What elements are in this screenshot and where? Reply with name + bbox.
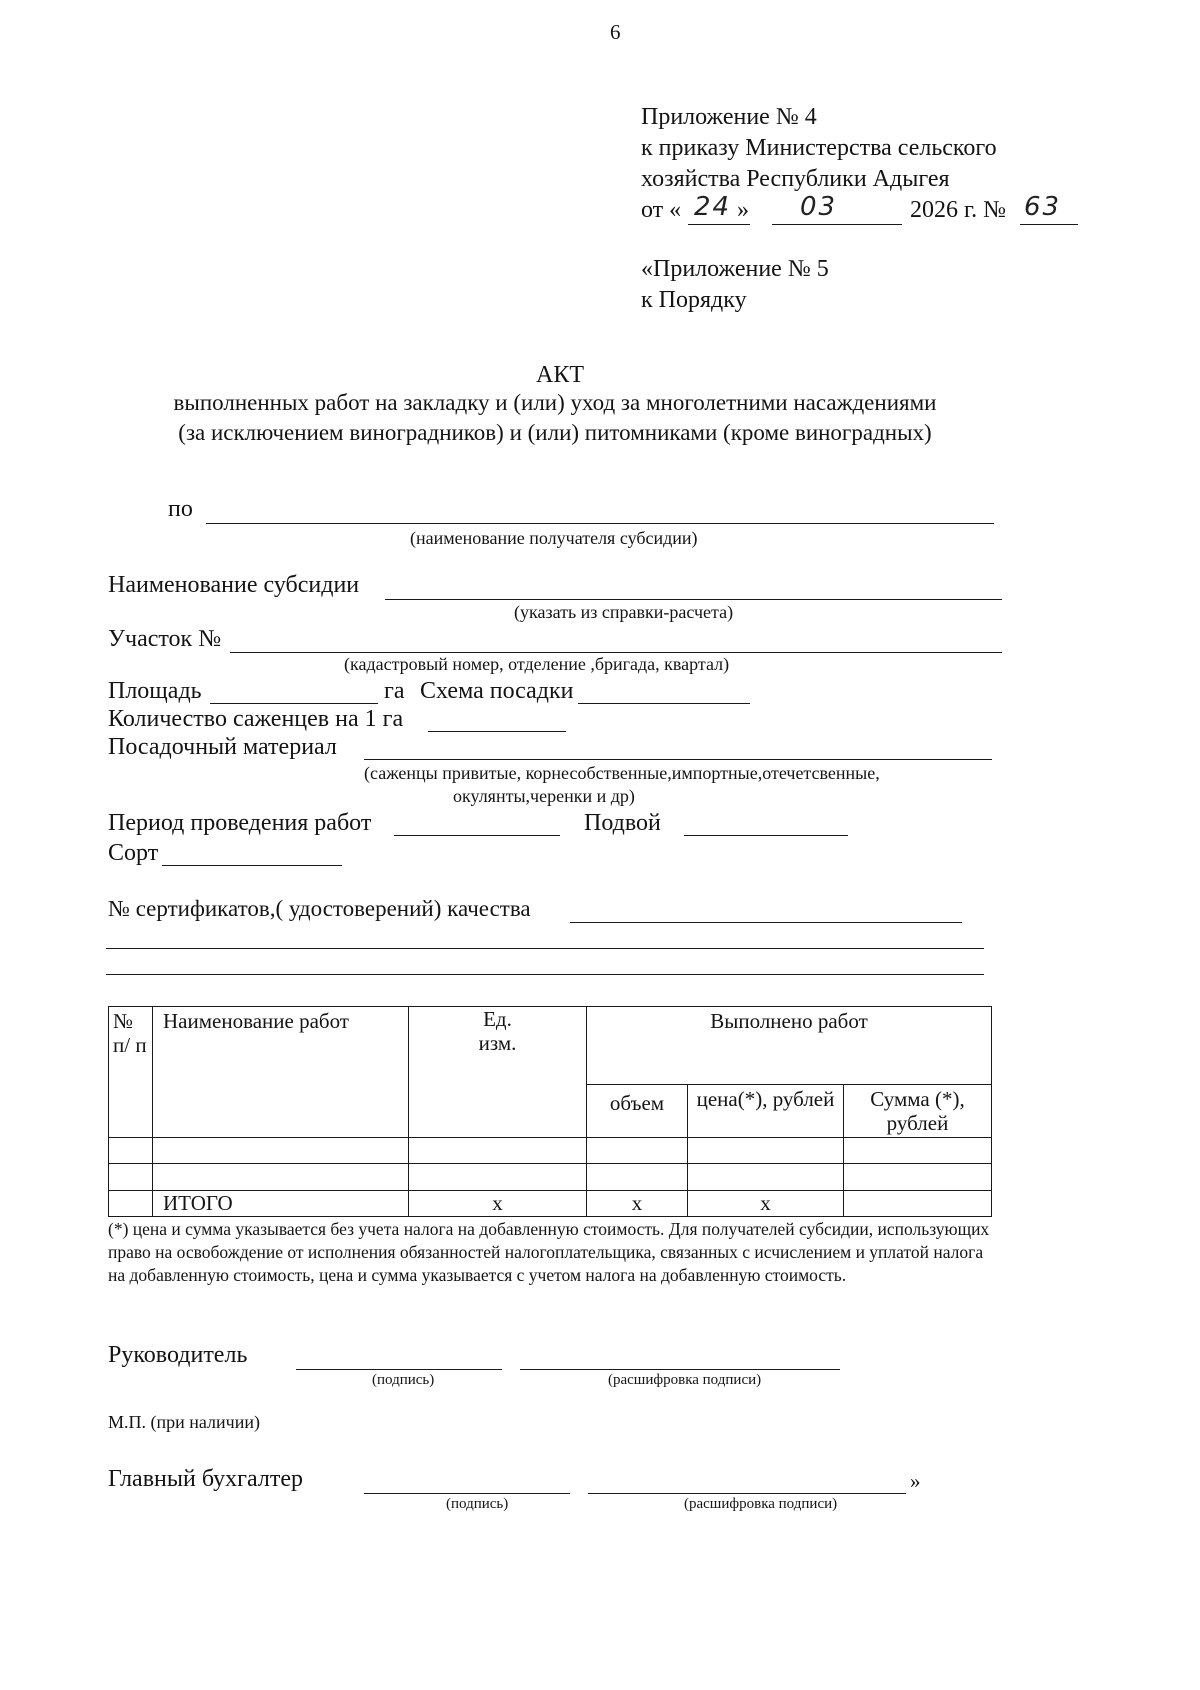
stamp-label: М.П. (при наличии) [108,1412,260,1432]
plot-hint: (кадастровый номер, отделение ,бригада, квартал) [344,654,730,674]
appendix-line-3: хозяйства Республики Адыгея [641,166,950,192]
material-hint-1: (саженцы привитые, корнесобственные,импортные,отечетсвенные, [364,763,880,783]
page-number: 6 [610,20,621,44]
area-unit: га [384,678,405,704]
table-cell[interactable] [109,1138,153,1164]
subsidy-line[interactable] [385,599,1002,600]
scheme-line[interactable] [578,703,750,704]
day-handwritten: 24 [694,192,732,222]
certificates-line[interactable] [570,922,962,923]
table-cell[interactable] [844,1138,992,1164]
recipient-line[interactable] [206,523,994,524]
accountant-sign-hint: (подпись) [446,1496,509,1512]
header-volume: объем [587,1085,688,1138]
total-unit: х [409,1191,587,1217]
accountant-label: Главный бухгалтер [108,1466,303,1492]
accountant-sign-line[interactable] [364,1493,570,1494]
header-unit: Ед. изм. [409,1007,587,1138]
head-sign-hint: (подпись) [372,1372,435,1388]
month-handwritten: 03 [800,192,838,222]
rootstock-label: Подвой [584,810,661,836]
act-heading: АКТ [536,362,584,388]
head-sign-line[interactable] [296,1369,502,1370]
closing-quote: » [910,1469,921,1493]
certificates-label: № сертификатов,( удостоверений) качества [108,896,531,921]
works-table [108,1006,992,1217]
total-sum[interactable] [844,1191,992,1217]
area-label: Площадь [108,678,202,704]
table-cell[interactable] [409,1164,587,1191]
plot-label: Участок № [108,626,222,652]
vat-footnote: (*) цена и сумма указывается без учета налога на добавленную стоимость. Для получателей субсидии, использующих право на освобождение от исполнения обязанностей налогоплательщика, связанных с исчислением и уплатой налога на добавленную стоимость, цена и сумма указывается с учетом налога на добавленную стоимость. [108,1219,990,1285]
head-decode-hint: (расшифровка подписи) [608,1372,762,1388]
appendix-line-1: Приложение № 4 [641,104,817,130]
seedlings-line[interactable] [428,731,566,732]
accountant-decode-hint: (расшифровка подписи) [684,1496,838,1512]
appendix-line-2: к приказу Министерства сельского [641,135,997,161]
po-label: по [168,496,193,522]
year-label: 2026 г. № [910,197,1007,223]
recipient-hint: (наименование получателя субсидии) [410,528,698,548]
plot-line[interactable] [230,652,1002,653]
appendix5-line-1: «Приложение № 5 [641,256,829,282]
table-row[interactable] [109,1164,992,1191]
header-sum: Сумма (*), рублей [844,1085,992,1138]
table-cell[interactable] [409,1138,587,1164]
header-work-name: Наименование работ [153,1007,409,1138]
total-number-cell [109,1191,153,1217]
act-title-line-2: (за исключением виноградников) и (или) питомниками (кроме виноградных) [178,420,932,445]
month-underline [772,224,902,225]
table-cell[interactable] [587,1164,688,1191]
table-cell[interactable] [153,1138,409,1164]
act-title-line-1: выполненных работ на закладку и (или) уход за многолетними насаждениями [173,390,937,415]
material-line[interactable] [364,759,992,760]
appendix5-line-2: к Порядку [641,287,747,313]
number-underline [1020,224,1078,225]
material-hint-2: окулянты,черенки и др) [453,786,635,806]
scheme-label: Схема посадки [420,678,574,704]
seedlings-label: Количество саженцев на 1 га [108,706,404,732]
head-label: Руководитель [108,1342,248,1368]
date-prefix: от « [641,197,682,223]
head-decode-line[interactable] [520,1369,840,1370]
header-number: № п/ п [109,1007,153,1138]
variety-line[interactable] [162,865,342,866]
day-underline [688,224,750,225]
number-handwritten: 63 [1024,192,1062,222]
accountant-decode-line[interactable] [588,1493,906,1494]
table-cell[interactable] [688,1164,844,1191]
rootstock-line[interactable] [684,835,848,836]
total-label: ИТОГО [153,1191,409,1217]
table-row[interactable] [109,1138,992,1164]
table-cell[interactable] [844,1164,992,1191]
table-cell[interactable] [109,1164,153,1191]
date-close-quote: » [737,197,749,223]
subsidy-label: Наименование субсидии [108,572,360,598]
period-line[interactable] [394,835,560,836]
certificates-line-2[interactable] [106,948,984,949]
table-cell[interactable] [153,1164,409,1191]
table-cell[interactable] [688,1138,844,1164]
subsidy-hint: (указать из справки-расчета) [514,602,734,622]
total-row [109,1191,992,1217]
material-label: Посадочный материал [108,734,337,760]
total-volume: х [587,1191,688,1217]
certificates-line-3[interactable] [106,974,984,975]
table-cell[interactable] [587,1138,688,1164]
variety-label: Сорт [108,840,159,866]
header-price: цена(*), рублей [688,1085,844,1138]
total-price: х [688,1191,844,1217]
header-work-done: Выполнено работ [587,1007,992,1085]
period-label: Период проведения работ [108,810,372,836]
area-line[interactable] [210,703,378,704]
